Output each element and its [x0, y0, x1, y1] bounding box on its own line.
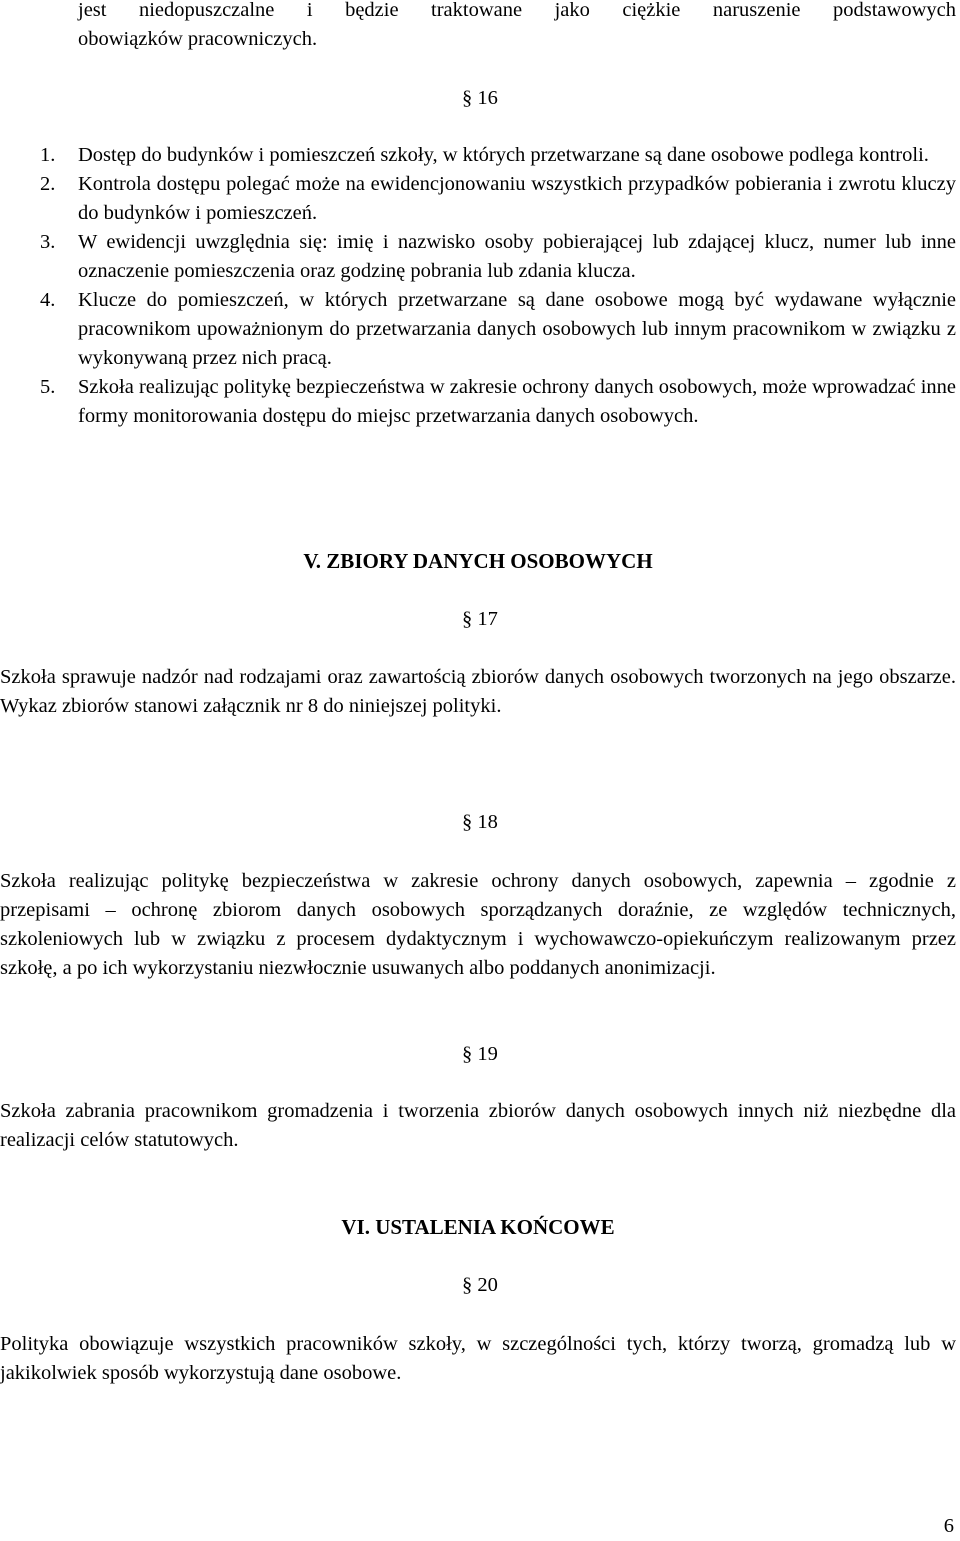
list-item-text: Klucze do pomieszczeń, w których przetwarzane są dane osobowe mogą być wydawane wyłącznie pracownikom upoważnionym do przetwarzania danych osobowych lub innym pracownikom w związku z wykonywaną przez nich pracą. — [78, 289, 956, 369]
list-item — [0, 170, 956, 228]
list-item-number: 5. — [40, 376, 56, 398]
list-item — [0, 286, 956, 373]
intro-line-1: jest niedopuszczalne i będzie traktowane jako ciężkie naruszenie podstawowych — [78, 0, 956, 21]
chapter-heading-vi: VI. USTALENIA KOŃCOWE — [341, 1215, 615, 1239]
intro-paragraph — [78, 0, 956, 54]
list-item-text: Dostęp do budynków i pomieszczeń szkoły, w których przetwarzane są dane osobowe podlega kontroli. — [78, 144, 929, 166]
section-18-sign: § 18 — [462, 811, 498, 833]
list-item — [0, 228, 956, 286]
section-19-sign: § 19 — [462, 1043, 498, 1065]
section-17-body — [0, 663, 956, 721]
section-16-list — [0, 141, 956, 431]
list-item-number: 3. — [40, 231, 56, 253]
list-item-number: 4. — [40, 289, 56, 311]
section-18-text: Szkoła realizując politykę bezpieczeństwa w zakresie ochrony danych osobowych, zapewnia – zgodnie z przepisami – ochronę zbiorom danych osobowych sporządzanych doraźnie, ze względów technicznych, szkoleniowych lub w związku z procesem dydaktycznym i wychowawczo-opiekuńczym realizowanym przez szkołę, a po ich wykorzystaniu niezwłocznie usuwanych albo poddanych anonimizacji. — [0, 870, 956, 979]
section-20-sign: § 20 — [462, 1274, 498, 1296]
section-20-text: Polityka obowiązuje wszystkich pracowników szkoły, w szczególności tych, którzy tworzą, gromadzą lub w jakikolwiek sposób wykorzystują dane osobowe. — [0, 1333, 956, 1384]
section-20-body — [0, 1330, 956, 1388]
list-item-text: Szkoła realizując politykę bezpieczeństwa w zakresie ochrony danych osobowych, może wprowadzać inne formy monitorowania dostępu do miejsc przetwarzania danych osobowych. — [78, 376, 956, 427]
list-item — [0, 373, 956, 431]
section-16-sign: § 16 — [462, 87, 498, 109]
section-17-text: Szkoła sprawuje nadzór nad rodzajami oraz zawartością zbiorów danych osobowych tworzonych na jego obszarze. Wykaz zbiorów stanowi załącznik nr 8 do niniejszej polityki. — [0, 666, 956, 717]
list-item-number: 1. — [40, 144, 56, 166]
page-number: 6 — [943, 1515, 954, 1537]
section-17-sign: § 17 — [462, 608, 498, 630]
section-18-body — [0, 867, 956, 983]
list-item — [0, 141, 956, 170]
intro-line-2: obowiązków pracowniczych. — [78, 28, 318, 50]
list-item-number: 2. — [40, 173, 56, 195]
section-19-text: Szkoła zabrania pracownikom gromadzenia i tworzenia zbiorów danych osobowych innych niż niezbędne dla realizacji celów statutowych. — [0, 1100, 956, 1151]
list-item-text: W ewidencji uwzględnia się: imię i nazwisko osoby pobierającej lub zdającej klucz, numer lub inne oznaczenie pomieszczenia oraz godzinę pobrania lub zdania klucza. — [78, 231, 956, 282]
section-19-body — [0, 1097, 956, 1155]
list-item-text: Kontrola dostępu polegać może na ewidencjonowaniu wszystkich przypadków pobierania i zwrotu kluczy do budynków i pomieszczeń. — [78, 173, 956, 224]
chapter-heading-v: V. ZBIORY DANYCH OSOBOWYCH — [303, 549, 653, 573]
